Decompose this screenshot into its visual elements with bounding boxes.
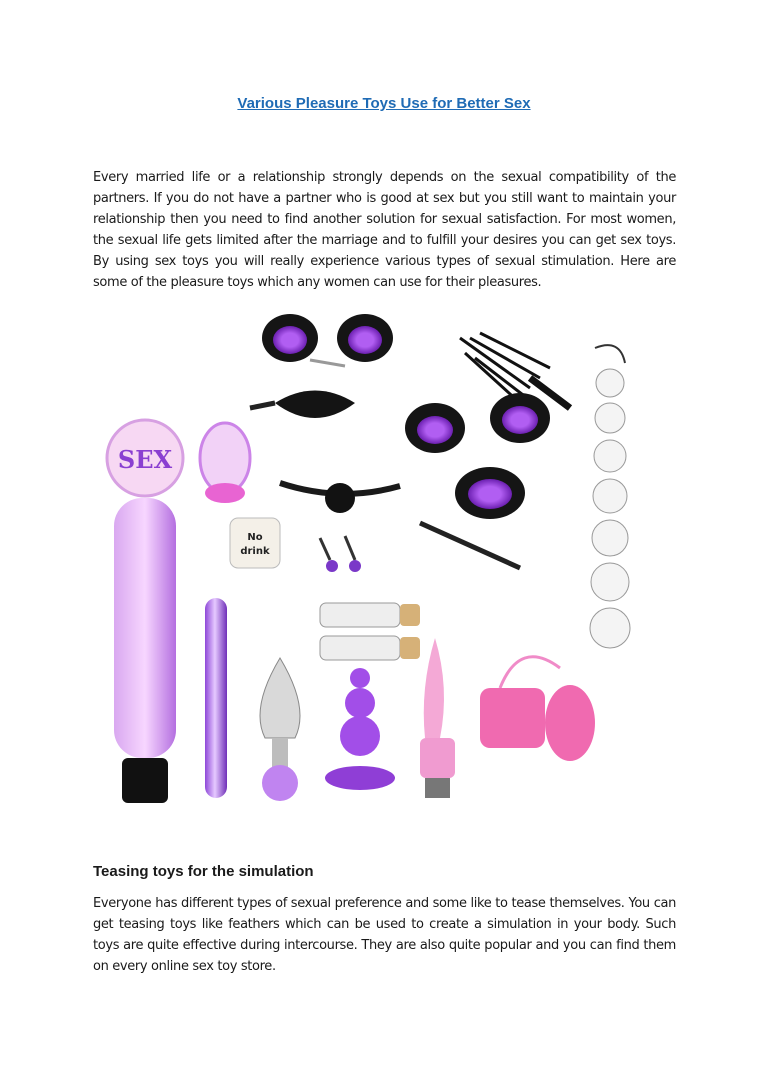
- intro-paragraph: Every married life or a relationship strongly depends on the sexual compatibility of the partners. If you do not have a partner who is good at sex but you still want to maintain your relationship then you need to find another solution for sexual satisfaction. For most women, the sexual life gets limited after the marriage and to fulfill your desires you can get sex toys. By using sex toys you will really experience various types of sexual stimulation. Here are some of the pleasure toys which any women can use for their pleasures.: [93, 170, 676, 290]
- dice: [230, 518, 280, 568]
- product-collage-image: [100, 308, 660, 828]
- document-title: Various Pleasure Toys Use for Better Sex: [237, 95, 531, 112]
- egg-vibrator: [480, 657, 595, 761]
- nipple-clamps: [320, 536, 361, 572]
- finger-vibrator: [420, 638, 455, 798]
- metal-plug: [260, 658, 300, 801]
- beaded-plug: [325, 668, 395, 790]
- section-heading: Teasing toys for the simulation: [93, 863, 314, 880]
- anal-beads: [590, 345, 630, 648]
- clear-vibrator: [107, 420, 183, 803]
- section-paragraph: Everyone has different types of sexual preference and some like to tease themselves. You can get teasing toys like feathers which can be used to create a simulation in your body. Such toys are quite effective during intercourse. They are also quite popular and you can find them on every online sex toy store.: [93, 896, 676, 974]
- ball-gag: [280, 483, 400, 513]
- cock-ring: [200, 423, 250, 503]
- bullet-vibrator: [205, 598, 227, 798]
- blindfold: [250, 391, 355, 419]
- dice-text-2: drink: [240, 546, 270, 557]
- sex-label: SEX: [117, 445, 173, 474]
- handcuffs-top: [262, 314, 393, 366]
- suction-cylinders: [320, 603, 420, 660]
- dice-text-1: No: [247, 532, 263, 543]
- ankle-cuffs: [405, 393, 550, 568]
